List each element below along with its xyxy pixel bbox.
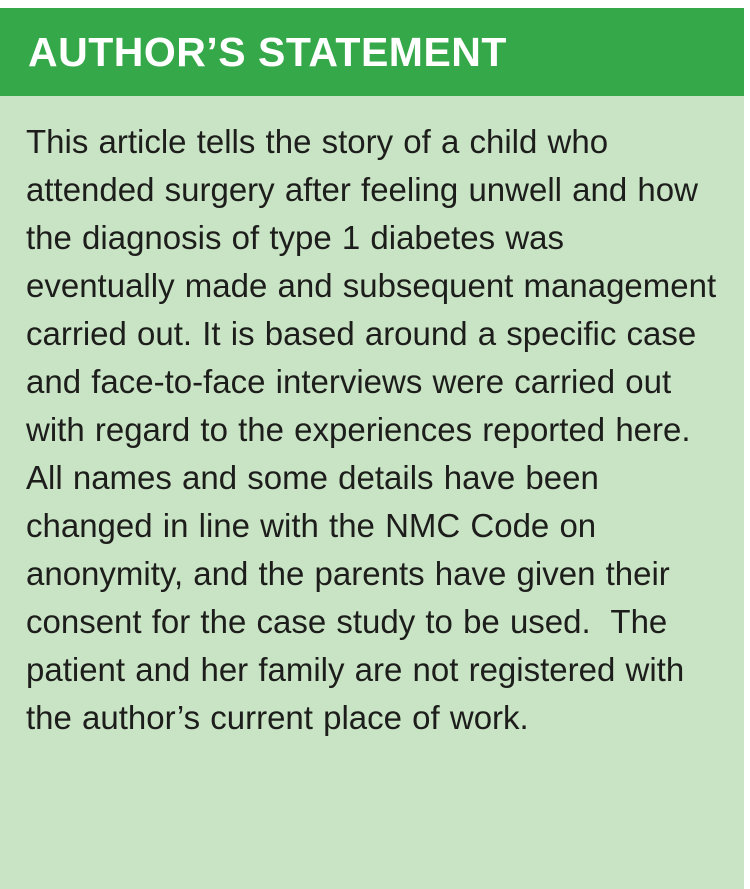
- statement-title: AUTHOR’S STATEMENT: [28, 28, 507, 75]
- statement-box: [0, 8, 744, 889]
- statement-body: [0, 96, 744, 889]
- statement-header: [0, 8, 744, 96]
- statement-body-text: This article tells the story of a child who attended surgery after feeling unwell and how the diagnosis of type 1 diabetes was eventually made and subsequent management carried out. It is based around a specific case and face-to-face interviews were carried out with regard to the experiences reported here. All names and some details have been changed in line with the NMC Code on anonymity, and the parents have given their consent for the case study to be used. The patient and her family are not registered with the author’s current place of work.: [26, 123, 727, 736]
